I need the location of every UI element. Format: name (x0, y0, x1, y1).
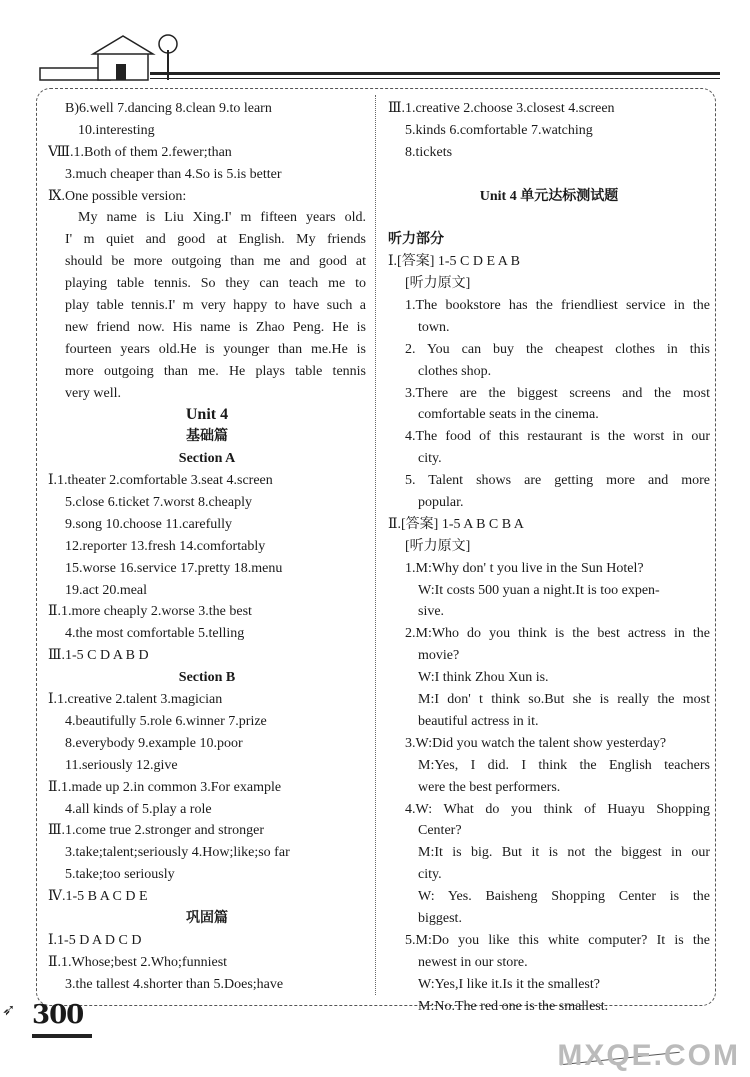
text-line: 3.take;talent;seriously 4.How;like;so far (65, 845, 290, 861)
text-line: 10.interesting (78, 122, 155, 138)
text-line: Ⅸ.One possible version: (48, 188, 187, 204)
text-line: M:I don' t think so.But she is really the most (418, 692, 710, 708)
text-line: [听力原文] (405, 538, 471, 554)
text-line: city. (418, 451, 442, 467)
text-line: W:I think Zhou Xun is. (418, 670, 549, 686)
text-line: 基础篇 (186, 429, 228, 445)
text-line: 9.song 10.choose 11.carefully (65, 516, 233, 532)
text-line: 5.close 6.ticket 7.worst 8.cheaply (65, 495, 253, 511)
text-line: 3.the tallest 4.shorter than 5.Does;have (65, 976, 284, 992)
text-line: 4.beautifully 5.role 6.winner 7.prize (65, 713, 267, 729)
text-line: M:It is big. But it is not the biggest in our (418, 845, 710, 861)
page-number: 300 (32, 1000, 84, 1030)
text-line: very well. (65, 385, 121, 401)
text-line: popular. (418, 495, 464, 511)
text-line: clothes shop. (418, 363, 492, 379)
text-line: 11.seriously 12.give (65, 757, 178, 773)
text-line: should be more outgoing than me and good at (65, 254, 366, 270)
text-line: comfortable seats in the cinema. (418, 407, 599, 423)
text-line: M:No.The red one is the smallest. (418, 998, 609, 1014)
text-line: Section A (178, 451, 236, 467)
text-line: W:Yes,I like it.Is it the smallest? (418, 976, 600, 992)
text-line: B)6.well 7.dancing 8.clean 9.to learn (65, 101, 272, 116)
text-line: Ⅱ.1.Whose;best 2.Who;funniest (48, 954, 228, 970)
left-column (48, 98, 366, 996)
text-line: Ⅰ.1.creative 2.talent 3.magician (48, 692, 223, 708)
text-line: Unit 4 单元达标测试题 (479, 188, 619, 204)
text-line: city. (418, 867, 442, 883)
text-line: Ⅷ.1.Both of them 2.fewer;than (48, 144, 232, 160)
text-line: Ⅱ.1.made up 2.in common 3.For example (48, 779, 282, 795)
text-line: Ⅲ.1.creative 2.choose 3.closest 4.screen (388, 101, 615, 116)
text-line: Center? (418, 823, 462, 839)
text-line: 1.M:Why don' t you live in the Sun Hotel? (405, 560, 644, 576)
bird-icon: ➶ (2, 1002, 16, 1019)
page-number-underline (32, 1034, 92, 1038)
text-line: 巩固篇 (186, 910, 228, 926)
text-line: W:It costs 500 yuan a night.It is too expen- (418, 582, 660, 598)
text-line: Ⅲ.1.come true 2.stronger and stronger (48, 823, 265, 839)
text-line: 3.much cheaper than 4.So is 5.is better (65, 166, 282, 182)
text-line: 4.W: What do you think of Huayu Shopping (405, 801, 710, 817)
text-line: newest in our store. (418, 954, 528, 970)
text-line: W: Yes. Baisheng Shopping Center is the (418, 889, 710, 905)
text-line: 2.M:Who do you think is the best actress in the (405, 626, 710, 642)
text-line: 8.tickets (405, 144, 453, 160)
text-line: 5.M:Do you like this white computer? It is the (405, 932, 710, 948)
watermark: MXQE.COM (557, 1039, 740, 1072)
text-line: 8.everybody 9.example 10.poor (65, 735, 243, 751)
text-line: My name is Liu Xing.I' m fifteen years old. (78, 210, 366, 226)
text-line: 15.worse 16.service 17.pretty 18.menu (65, 560, 283, 576)
text-line: sive. (418, 604, 445, 620)
text-line: 1.The bookstore has the friendliest service in the (405, 298, 710, 314)
text-line: 5.take;too seriously (65, 867, 175, 883)
text-line: Ⅳ.1-5 B A C D E (48, 889, 148, 905)
text-line: Ⅲ.1-5 C D A B D (48, 648, 149, 664)
header-rule-thin (150, 78, 720, 79)
text-line: were the best performers. (418, 779, 561, 795)
text-line: 12.reporter 13.fresh 14.comfortably (65, 538, 266, 554)
text-line: M:Yes, I did. I think the English teachers (418, 757, 710, 773)
text-line: I' m quiet and good at English. My friends (65, 232, 366, 248)
text-line: fourteen years old.He is younger than me.He is (65, 341, 366, 357)
text-line: 2. You can buy the cheapest clothes in this (405, 341, 710, 357)
text-line: 听力部分 (388, 232, 444, 248)
text-line: Section B (178, 670, 236, 686)
text-line: Ⅰ.[答案] 1-5 C D E A B (388, 254, 520, 270)
text-line: 5.kinds 6.comfortable 7.watching (405, 122, 593, 138)
column-divider (375, 95, 376, 995)
text-line: 5. Talent shows are getting more and more (405, 473, 710, 489)
text-line: 19.act 20.meal (65, 582, 148, 598)
text-line (388, 207, 710, 229)
text-line: new friend now. His name is Zhao Peng. He is (65, 319, 366, 335)
text-line: biggest. (418, 910, 462, 926)
text-line: 4.The food of this restaurant is the worst in our (405, 429, 710, 445)
text-line: Ⅰ.1-5 D A D C D (48, 932, 142, 948)
text-line: 4.all kinds of 5.play a role (65, 801, 212, 817)
header-rule-thick (150, 72, 720, 75)
text-line: 4.the most comfortable 5.telling (65, 626, 245, 642)
text-line: Unit 4 (185, 406, 229, 424)
text-line: beautiful actress in it. (418, 713, 539, 729)
text-line: playing table tennis. So they can teach me to (65, 276, 366, 292)
text-line: play table tennis.I' m very happy to have such a (65, 298, 366, 314)
text-line: Ⅱ.1.more cheaply 2.worse 3.the best (48, 604, 252, 620)
text-line: movie? (418, 648, 460, 664)
text-line: more outgoing than me. He plays table tennis (65, 363, 366, 379)
text-line: [听力原文] (405, 276, 471, 292)
text-line: Ⅰ.1.theater 2.comfortable 3.seat 4.screen (48, 473, 273, 489)
right-column (388, 98, 710, 1017)
house-tree-decoration-icon (38, 30, 198, 90)
text-line: 3.W:Did you watch the talent show yesterday? (405, 735, 667, 751)
text-line: Ⅱ.[答案] 1-5 A B C B A (388, 516, 524, 532)
text-line: town. (418, 319, 450, 335)
text-line (388, 164, 710, 186)
text-line: 3.There are the biggest screens and the most (405, 385, 710, 401)
